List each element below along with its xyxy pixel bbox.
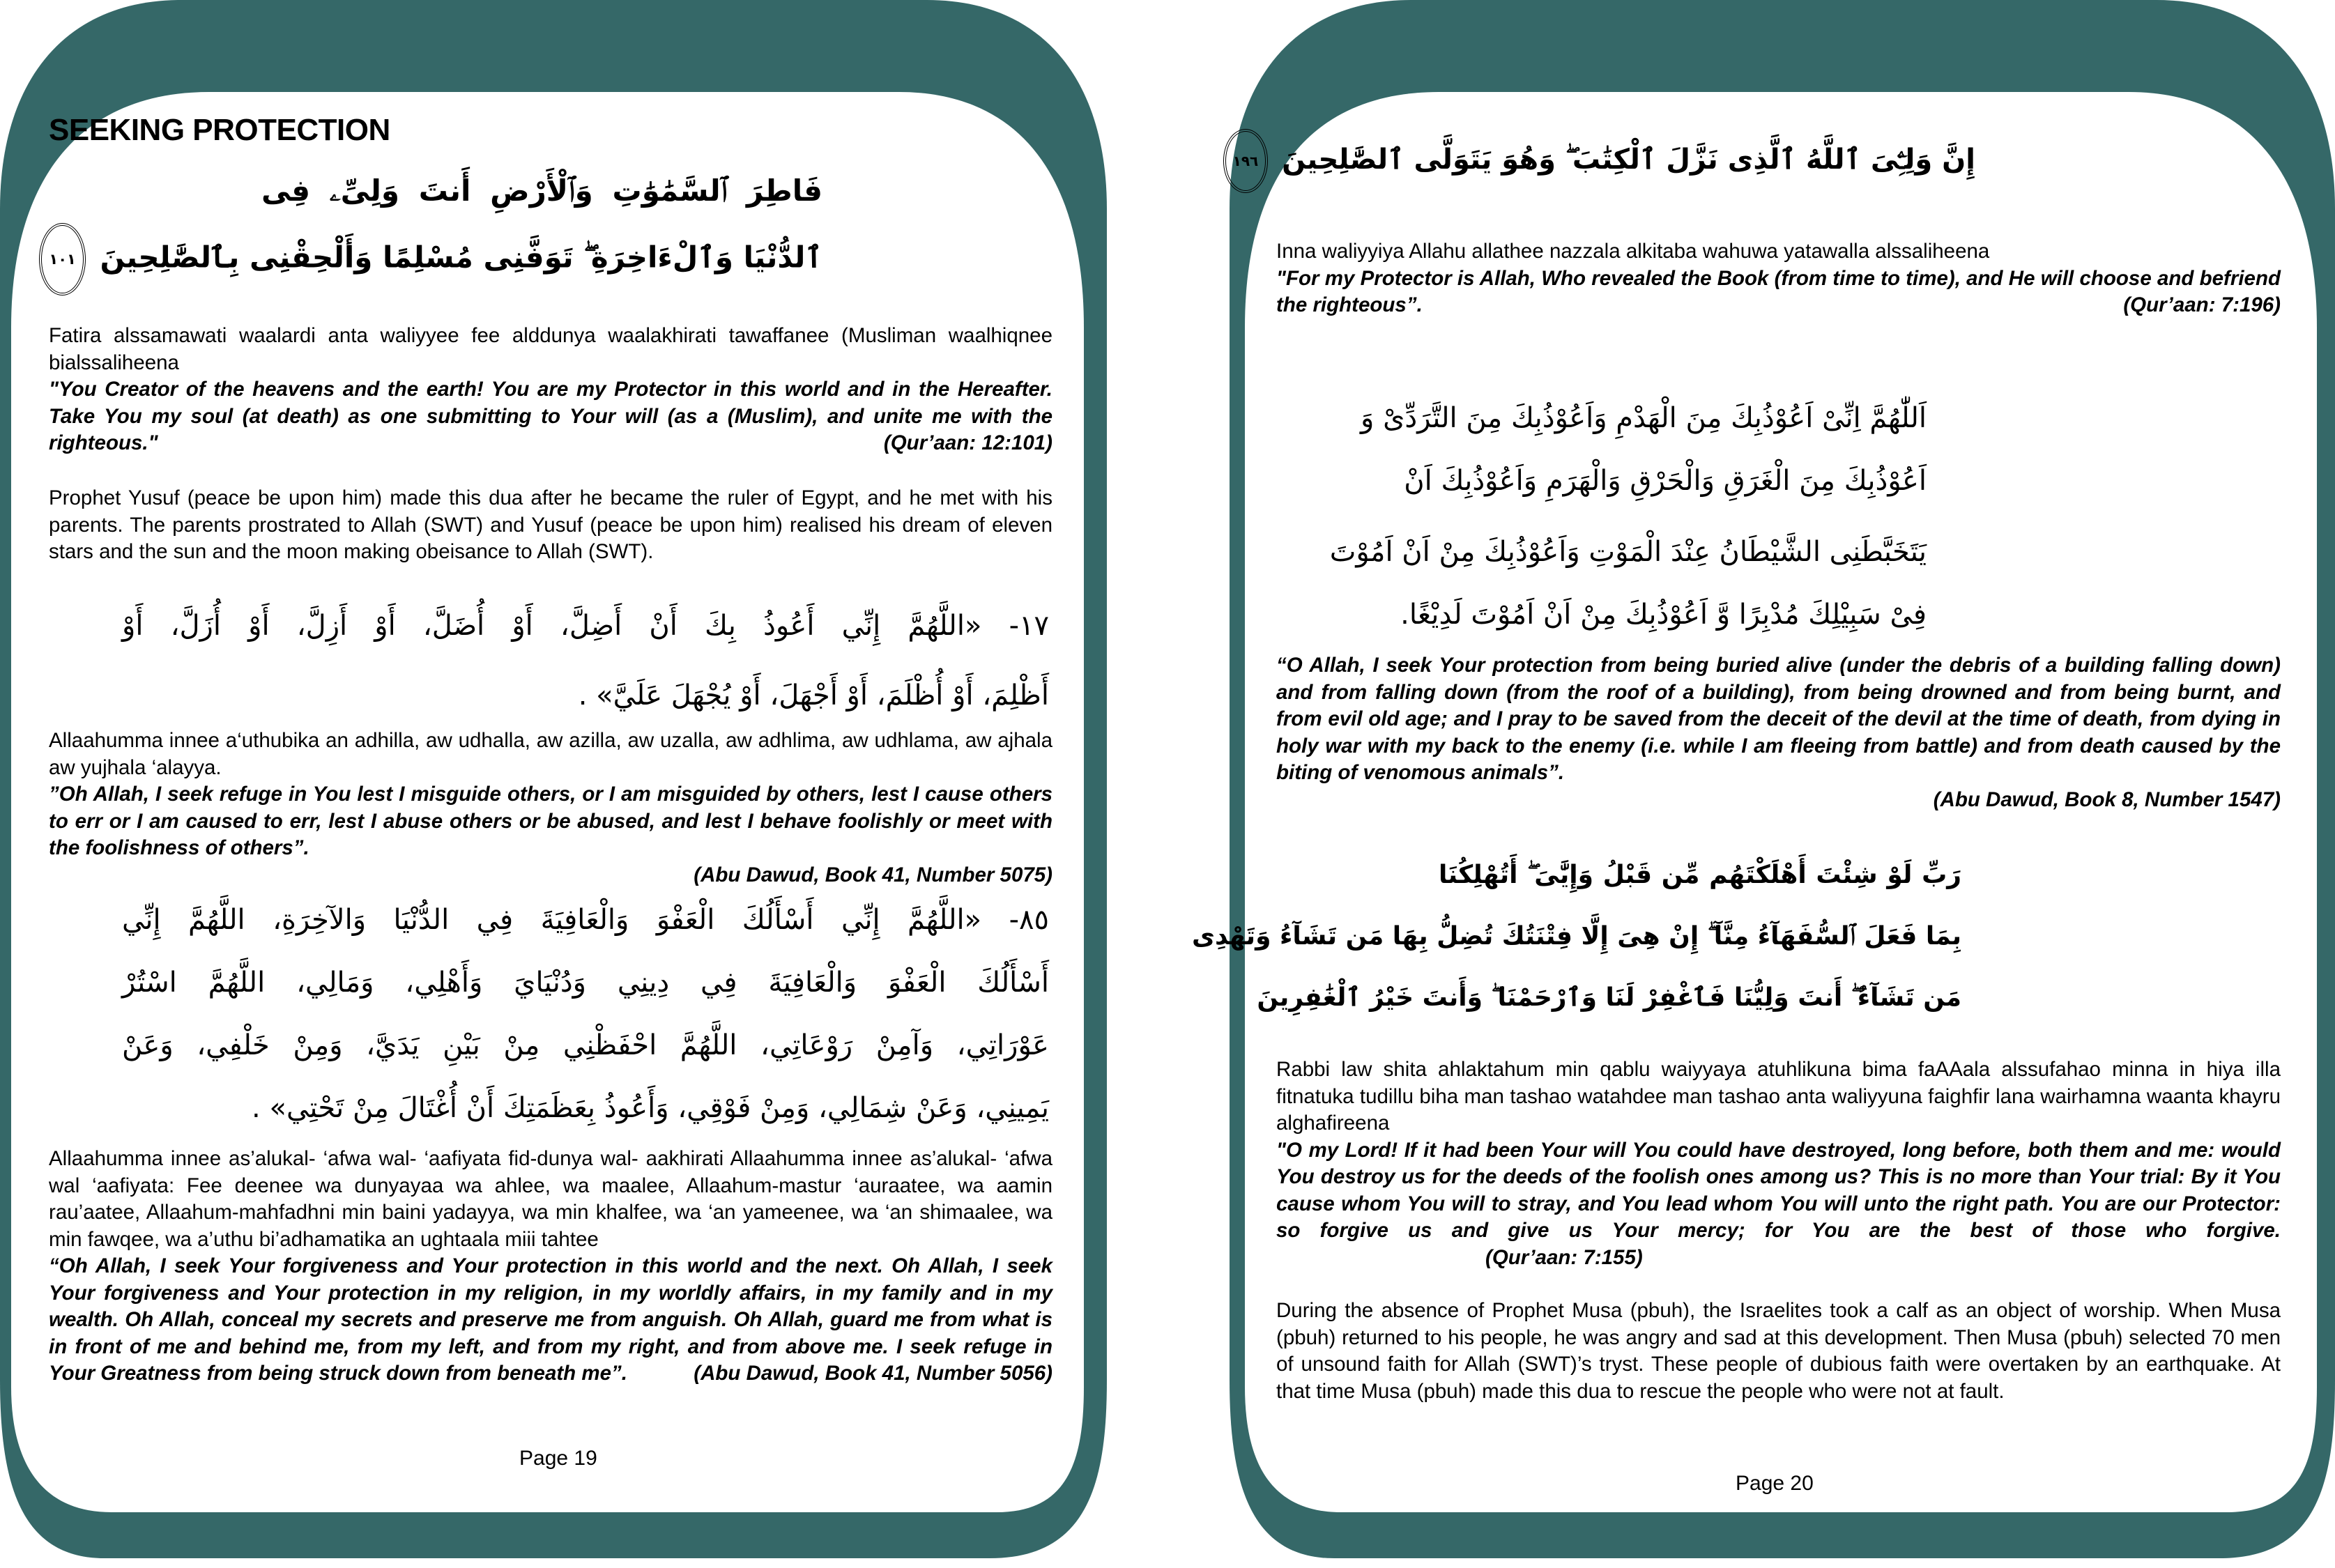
- context-paragraph: [49, 485, 1052, 566]
- reference: (Qur’aan: 7:155): [1485, 1245, 1643, 1269]
- dua-block-2: [49, 728, 1052, 889]
- arabic-dua-protection: [1329, 387, 1927, 646]
- arabic-line: ١٧- «اللَّهُمَّ إِنِّي أَعُوذُ بِكَ أَنْ أَضِلَّ، أَوْ أُضَلَّ، أَوْ أَزِلَّ، أَوْ أُزَلَّ، أَوْ: [122, 610, 1049, 642]
- arabic-line: ٨٥- «اللَّهُمَّ إِنِّي أَسْأَلُكَ الْعَفْوَ وَالْعَافِيَةَ فِي الدُّنْيَا وَالآخِرَةِ، اللَّهُمَّ إِنِّي: [122, 904, 1049, 936]
- arabic-line: فَاطِرَ ٱلسَّمَٰوَٰتِ وَٱلْأَرْضِ أَنتَ وَلِىِّۦ فِى: [261, 174, 822, 208]
- arabic-line: اَللّٰهُمَّ اِنِّىْ اَعُوْذُبِكَ مِنَ الْهَدْمِ وَاَعُوْذُبِكَ مِنَ التَّرَدِّىْ وَ: [1361, 402, 1927, 434]
- translation-text: "O my Lord! If it had been Your will You could have destroyed, long before, both them and me: would You destroy us for the deeds of the foolish ones among us? This is no more than Your trial: By it You cause whom You will to stray, and You lead whom You will unto the right path. You are our Protector: so forgive us and give us Your mercy; for You are the best of those who forgive.: [1276, 1138, 2281, 1242]
- reference: (Qur’aan: 12:101): [883, 431, 1052, 454]
- reference: (Abu Dawud, Book 8, Number 1547): [1933, 787, 2281, 811]
- arabic-line: بِمَا فَعَلَ ٱلسُّفَهَآءُ مِنَّآ ۖ إِنْ هِىَ إِلَّا فِتْنَتُكَ تُضِلُّ بِهَا مَن تَشَآءُ وَتَهْدِى: [1192, 922, 1961, 951]
- translation: [1276, 1137, 2281, 1272]
- arabic-line: [49, 223, 822, 295]
- arabic-hadith-17: [122, 591, 1049, 730]
- arabic-line-text: إِنَّ وَلِـِّۧىَ ٱللَّهُ ٱلَّذِى نَزَّلَ ٱلْكِتَٰبَ ۖ وَهُوَ يَتَوَلَّى ٱلصَّٰلِحِينَ: [1282, 144, 1975, 176]
- dua-block-1: [49, 323, 1052, 457]
- arabic-line: اَعُوْذُبِكَ مِنَ الْغَرَقِ وَالْحَرْقِ وَالْهَرَمِ وَاَعُوْذُبِكَ اَنْ: [1404, 465, 1927, 497]
- arabic-line: [1232, 129, 1975, 193]
- arabic-line: أَظْلِمَ، أَوْ أُظْلَمَ، أَوْ أَجْهَلَ، أَوْ يُجْهَلَ عَلَيَّ» .: [578, 679, 1049, 712]
- transliteration: Allaahumma innee a‘uthubika an adhilla, aw udhalla, aw azilla, aw uzalla, aw adhlima, aw udhlama, aw ajhala aw yujhala ‘alayya.: [49, 729, 1052, 779]
- page-number: Page 19: [519, 1447, 597, 1470]
- arabic-hadith-85: [122, 889, 1049, 1139]
- transliteration: Inna waliyyiya Allahu allathee nazzala alkitaba wahuwa yatawalla alssaliheena: [1276, 240, 1990, 263]
- page-title: SEEKING PROTECTION: [49, 113, 390, 147]
- translation-text: “Oh Allah, I seek Your forgiveness and Your protection in this world and the next. Oh Allah, I seek Your forgiveness and Your protection in my religion, in my worldly affairs, in my family and in my wealth. Oh Allah, conceal my secrets and preserve me from anguish. Oh Allah, guard me from what is in front of me and behind me, from my left, and from my right, and from above me. I seek refuge in Your Greatness from being struck down from beneath me”.: [49, 1254, 1052, 1385]
- arabic-line: مَن تَشَآءُ ۖ أَنتَ وَلِيُّنَا فَٱغْفِرْ لَنَا وَٱرْحَمْنَا ۖ وَأَنتَ خَيْرُ ٱلْغَٰفِرِينَ: [1257, 983, 1961, 1012]
- arabic-verse-quran-7-155: [1192, 845, 1961, 1029]
- context-text: Prophet Yusuf (peace be upon him) made this dua after he became the ruler of Egypt, and he met with his parents. The parents prostrated to Allah (SWT) and Yusuf (peace be upon him) realised his dream of eleven stars and the sun and the moon making obeisance to Allah (SWT).: [49, 486, 1052, 563]
- arabic-verse-quran-7-196: [1232, 129, 1975, 193]
- reference: (Abu Dawud, Book 41, Number 5056): [694, 1362, 1052, 1385]
- dua-block-1: [1276, 238, 2281, 319]
- transliteration: Allaahumma innee as’alukal- ‘afwa wal- ‘aafiyata fid-dunya wal- aakhirati Allaahumma innee as’alukal- ‘afwa wal ‘aafiyata: Fee deenee wa dunyayaa wa ahlee, wa maalee, Allaahum-mastur ‘auraatee, wa aamin rau’aatee, Allaahum-mahfadhni min baini yadayya, wa min khalfee, wa ‘an yameenee, wa ‘an shimaalee, wa min fawqee, wa a’uthu bi’adhamatika an ughtaala miii tahtee: [49, 1147, 1052, 1251]
- arabic-verse-quran-12-101: [49, 159, 822, 295]
- translation: [1276, 266, 2281, 319]
- translation: ”Oh Allah, I seek refuge in You lest I misguide others, or I am misguided by others, lest I cause others to err or I am caused to err, lest I abuse others or be abused, and lest I behave foolishly or meet with the foolishness of others”.: [49, 783, 1052, 859]
- translation-text: "You Creator of the heavens and the earth! You are my Protector in this world and in the Hereafter. Take You my soul (at death) as one submitting to Your will (as a (Muslim), and unite me with the righteous.": [49, 378, 1052, 454]
- left-page: [0, 0, 1108, 1561]
- transliteration: Rabbi law shita ahlaktahum min qablu waiyyaya atuhlikuna bima faAAala alssufahao minna in hiya illa fitnatuka tudillu biha man tashao watahdee man tashao anta waliyyuna faighfir lana wairhamna waanta khayru alghafireena: [1276, 1058, 2281, 1135]
- dua-block-3: [49, 1146, 1052, 1388]
- arabic-line: أَسْأَلُكَ الْعَفْوَ وَالْعَافِيَةَ فِي دِينِي وَدُنْيَايَ وَأَهْلِي، وَمَالِي، اللَّهُمَّ اسْتُرْ: [122, 967, 1049, 999]
- dua-block-2: [1276, 652, 2281, 813]
- translation: [49, 376, 1052, 457]
- dua-block-3: [1276, 1056, 2281, 1271]
- arabic-line-text: ٱلدُّنْيَا وَٱلْءَاخِرَةِ ۖ تَوَفَّنِى مُسْلِمًا وَأَلْحِقْنِى بِٱلصَّٰلِحِينَ: [100, 240, 822, 275]
- translation: “O Allah, I seek Your protection from being buried alive (under the debris of a building falling down) and from falling down (from the roof of a building), from being drowned and from being burnt, and from evil old age; and I pray to be saved from the deceit of the devil at the time of death, from dying in holy war with my back to the enemy (i.e. while I am fleeing from battle) and from death caused by the biting of venomous animals”.: [1276, 654, 2281, 784]
- ayah-number-marker: ١٩٦: [1223, 129, 1269, 193]
- arabic-line: يَتَخَبَّطَنِى الشَّيْطَانُ عِنْدَ الْمَوْتِ وَاَعُوْذُبِكَ مِنْ اَنْ اَمُوْتَ: [1329, 536, 1927, 568]
- transliteration: Fatira alssamawati waalardi anta waliyyee fee alddunya waalakhirati tawaffanee (Musliman waalhiqnee bialssaliheena: [49, 324, 1052, 374]
- ayah-number-marker: ١٠١: [39, 223, 85, 295]
- page-number: Page 20: [1736, 1472, 1814, 1495]
- translation-text: "For my Protector is Allah, Who revealed the Book (from time to time), and He will choose and befriend the righteous”.: [1276, 266, 2281, 316]
- translation: [49, 1253, 1052, 1388]
- context-paragraph: [1276, 1298, 2281, 1405]
- arabic-line: رَبِّ لَوْ شِئْتَ أَهْلَكْتَهُم مِّن قَبْلُ وَإِيَّٰىَ ۖ أَتُهْلِكُنَا: [1439, 861, 1961, 889]
- context-text: During the absence of Prophet Musa (pbuh), the Israelites took a calf as an object of worship. When Musa (pbuh) returned to his people, he was angry and sad at this development. Then Musa (pbuh) selected 70 men of unsound faith for Allah (SWT)’s tryst. These people of dubious faith were overtaken by an earthquake. At that time Musa (pbuh) made this dua to rescue the people who were not at fault.: [1276, 1299, 2281, 1403]
- arabic-line: يَمِينِي، وَعَنْ شِمَالِي، وَمِنْ فَوْقِي، وَأَعُوذُ بِعَظَمَتِكَ أَنْ أُغْتَالَ مِنْ تَحْتِي» .: [252, 1092, 1049, 1124]
- right-page: [1192, 0, 2335, 1561]
- arabic-line: عَوْرَاتِي، وَآمِنْ رَوْعَاتِي، اللَّهُمَّ احْفَظْنِي مِنْ بَيْنِ يَدَيَّ، وَمِنْ خَلْفِي، وَعَنْ: [122, 1029, 1049, 1061]
- reference: (Qur’aan: 7:196): [2123, 293, 2281, 316]
- reference: (Abu Dawud, Book 41, Number 5075): [694, 863, 1052, 886]
- arabic-line: فِىْ سَبِيْلِكَ مُدْبِرًا وَّ اَعُوْذُبِكَ مِنْ اَنْ اَمُوْتَ لَدِيْغًا.: [1400, 599, 1927, 631]
